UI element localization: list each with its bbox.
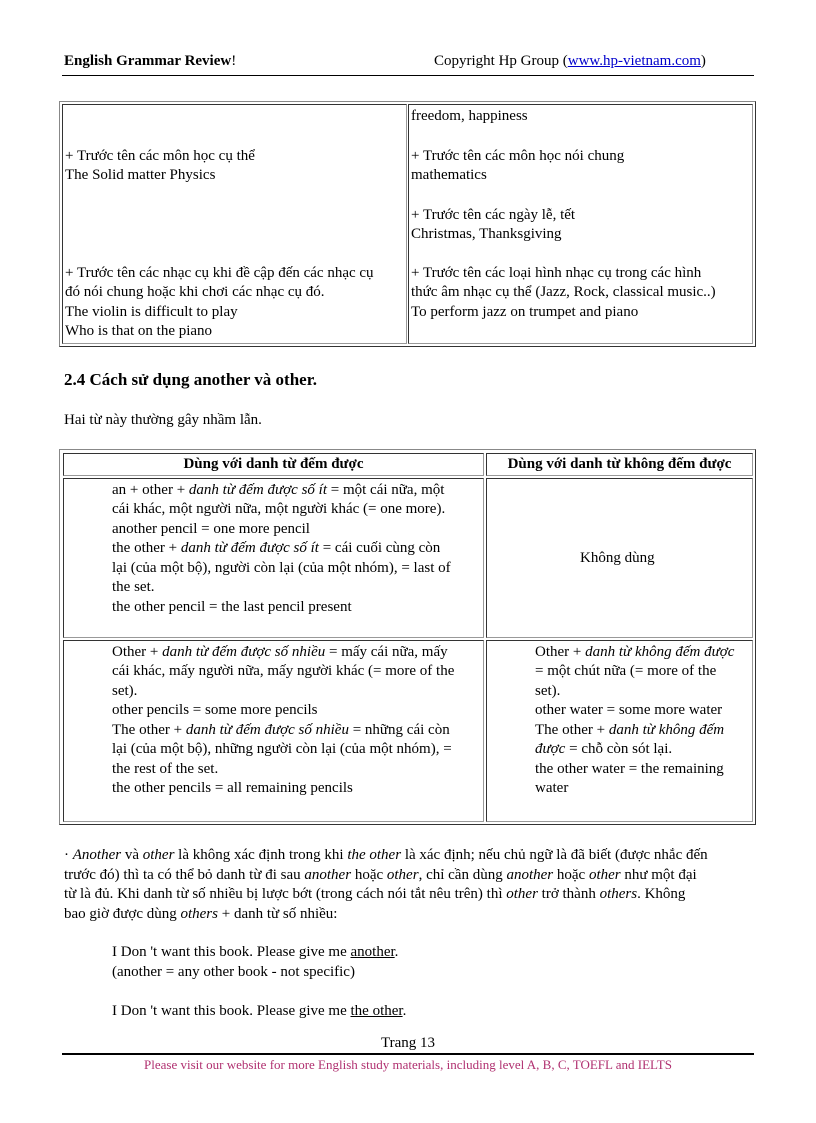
cell-line: the other pencils = all remaining pencils bbox=[112, 780, 353, 796]
table1-left-cell bbox=[62, 104, 407, 344]
cell-line: The other + danh từ đếm được số nhiều = những cái còn bbox=[112, 722, 450, 738]
table1-right-line: To perform jazz on trumpet and piano bbox=[411, 304, 639, 320]
table1-right-line: mathematics bbox=[411, 167, 487, 183]
example-line: I Don 't want this book. Please give me the other. bbox=[112, 1003, 407, 1019]
cell-line: other pencils = some more pencils bbox=[112, 702, 318, 718]
cell-line: an + other + danh từ đếm được số ít = một cái nữa, một bbox=[112, 482, 445, 498]
cell-line: water bbox=[535, 780, 569, 796]
cell-plural-countable bbox=[63, 640, 484, 822]
header-title: English Grammar Review! bbox=[64, 53, 237, 69]
paragraph-line: · Another và other là không xác định trong khi the other là xác định; nếu chủ ngữ là đã biết (được nhắc đến bbox=[64, 847, 708, 863]
table1-right-line: Christmas, Thanksgiving bbox=[411, 226, 562, 242]
paragraph-line: bao giờ được dùng others + danh từ số nhiều: bbox=[64, 905, 338, 922]
cell-line: cái khác, một người nữa, một người khác (= one more). bbox=[112, 501, 446, 517]
paragraph-line: trước đó) thì ta có thể bỏ danh từ đi sau another hoặc other, chỉ cần dùng another hoặc other như một đại bbox=[64, 866, 697, 883]
footer-note: Please visit our website for more English study materials, including level A, B, C, TOEFL and IELTS bbox=[144, 1057, 672, 1072]
table1-right-line: + Trước tên các loại hình nhạc cụ trong các hình bbox=[411, 265, 702, 281]
table1-left-line: + Trước tên các môn học cụ thể bbox=[65, 148, 255, 164]
explanation-paragraph bbox=[64, 846, 756, 924]
table1-left-line: + Trước tên các nhạc cụ khi đề cập đến các nhạc cụ bbox=[65, 265, 374, 281]
website-link[interactable]: www.hp-vietnam.com bbox=[567, 53, 701, 69]
section-intro: Hai từ này thường gây nhầm lẫn. bbox=[64, 412, 262, 428]
cell-line: the rest of the set. bbox=[112, 761, 219, 777]
cell-line: the other pencil = the last pencil present bbox=[112, 599, 352, 615]
paragraph-line: từ là đủ. Khi danh từ số nhiều bị lược bớt (trong cách nói tắt nêu trên) thì other trở thành others. Không bbox=[64, 886, 686, 902]
cell-line: other water = some more water bbox=[535, 702, 723, 718]
table1-left-line: The violin is difficult to play bbox=[65, 304, 238, 320]
page-number: Trang 13 bbox=[380, 1035, 436, 1051]
cell-line: set). bbox=[535, 683, 561, 699]
table1-right-line: + Trước tên các ngày lễ, tết bbox=[411, 207, 576, 223]
table1-right-cell bbox=[408, 104, 753, 344]
cell-line: the other + danh từ đếm được số ít = cái cuối cùng còn bbox=[112, 540, 441, 556]
cell-line: Other + danh từ không đếm được bbox=[535, 644, 735, 660]
table1-right-line: freedom, happiness bbox=[411, 108, 528, 124]
cell-not-used bbox=[486, 478, 753, 638]
cell-line: = một chút nữa (= more of the bbox=[535, 663, 717, 679]
cell-line: cái khác, mấy người nữa, mấy người khác (= more of the bbox=[112, 663, 455, 679]
cell-line: The other + danh từ không đếm bbox=[535, 722, 725, 738]
example-line: (another = any other book - not specific) bbox=[112, 964, 355, 980]
cell-line: lại (của một bộ), những người còn lại (của một nhóm), = bbox=[112, 741, 452, 757]
section-title: 2.4 Cách sử dụng another và other. bbox=[64, 370, 317, 389]
cell-line: Không dùng bbox=[580, 550, 655, 566]
cell-line: Other + danh từ đếm được số nhiều = mấy cái nữa, mấy bbox=[112, 644, 448, 660]
header-divider bbox=[62, 75, 754, 76]
cell-singular-countable bbox=[63, 478, 484, 638]
col-header-uncountable: Dùng với danh từ không đếm được bbox=[486, 453, 753, 476]
cell-line: another pencil = one more pencil bbox=[112, 521, 310, 537]
table1-right-line: thức âm nhạc cụ thể (Jazz, Rock, classical music..) bbox=[411, 284, 716, 300]
table1-left-line: The Solid matter Physics bbox=[65, 167, 216, 183]
col-header-countable: Dùng với danh từ đếm được bbox=[63, 453, 484, 476]
example-line: I Don 't want this book. Please give me another. bbox=[112, 944, 399, 960]
cell-line: set). bbox=[112, 683, 138, 699]
cell-uncountable bbox=[486, 640, 753, 822]
cell-line: lại (của một bộ), người còn lại (của một nhóm), = last of bbox=[112, 560, 451, 576]
cell-line: the set. bbox=[112, 579, 155, 595]
table1-left-line: Who is that on the piano bbox=[65, 323, 213, 339]
header-copyright: Copyright Hp Group (www.hp-vietnam.com) bbox=[434, 53, 706, 69]
cell-line: được = chỗ còn sót lại. bbox=[535, 741, 673, 757]
table1-right-line: + Trước tên các môn học nói chung bbox=[411, 148, 625, 164]
cell-line: the other water = the remaining bbox=[535, 761, 724, 777]
table1-left-line: đó nói chung hoặc khi chơi các nhạc cụ đó. bbox=[65, 284, 325, 300]
